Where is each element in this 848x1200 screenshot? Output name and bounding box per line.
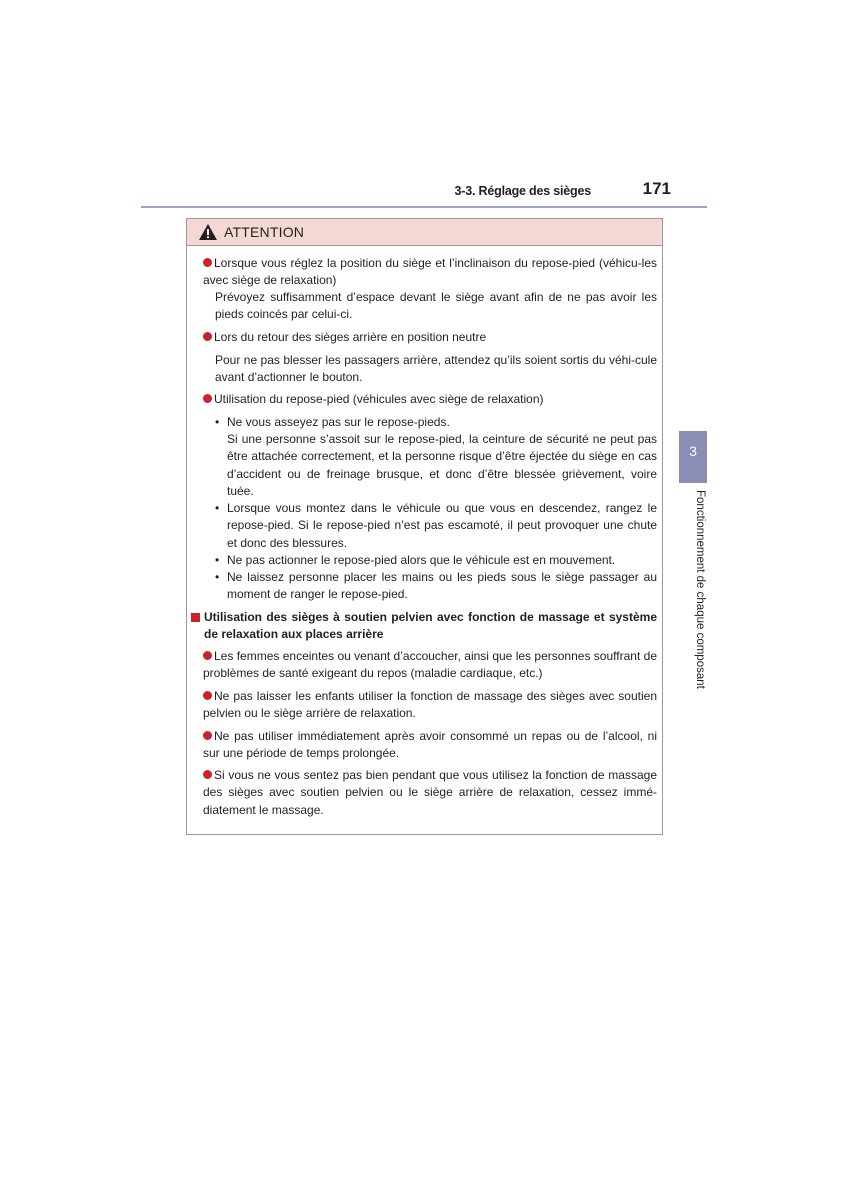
square-bullet-icon — [191, 613, 200, 622]
bullet-dot-icon — [203, 332, 212, 341]
bullet-dot-icon — [203, 258, 212, 267]
caution-item: Utilisation du repose-pied (véhicules avec siège de relaxation) — [203, 391, 657, 408]
chapter-tab — [679, 431, 707, 483]
warning-icon — [199, 224, 217, 240]
section-item: Si vous ne vous sentez pas bien pendant que vous utilisez la fonction de massage des sièges avec soutien pelvien ou le siège arrière de relaxation, cessez immé-diatement le massage. — [203, 768, 657, 817]
sub-item-detail: Si une personne s’assoit sur le repose-pied, la ceinture de sécurité ne peut pas être attachée correctement, et la personne risque d’être éjectée du siège en cas d’accident ou de freinage brusque, et donc d’être blessée grièvement, voire tuée. — [227, 432, 657, 498]
sub-item: • Lorsque vous montez dans le véhicule ou que vous en descendez, rangez le repose-pied. Si le repose-pied n’est pas escamoté, il peut provoquer une chute et donc des blessures. — [215, 501, 657, 550]
caution-title: ATTENTION — [224, 224, 305, 240]
sub-item: • Ne vous asseyez pas sur le repose-pieds. — [215, 415, 450, 429]
bullet-dot-icon — [203, 770, 212, 779]
chapter-title: Fonctionnement de chaque composant — [694, 490, 706, 689]
caution-item-detail: Prévoyez suffisamment d’espace devant le siège avant afin de ne pas avoir les pieds coincés par celui-ci. — [215, 290, 657, 322]
page-number: 171 — [642, 179, 671, 198]
chapter-number: 3 — [689, 443, 697, 459]
header-rule — [141, 206, 707, 208]
page-header — [141, 176, 707, 206]
caution-item: Lorsque vous réglez la position du siège et l’inclinaison du repose-pied (véhicu-les avec siège de relaxation) — [203, 256, 657, 288]
section-item: Les femmes enceintes ou venant d’accoucher, ainsi que les personnes souffrant de problèmes de santé exigeant du repos (maladie cardiaque, etc.) — [203, 649, 657, 681]
caution-item-detail: Pour ne pas blesser les passagers arrière, attendez qu’ils soient sortis du véhi-cule avant d’actionner le bouton. — [215, 353, 657, 385]
caution-header — [187, 219, 662, 246]
section-item: Ne pas laisser les enfants utiliser la fonction de massage des sièges avec soutien pelvien ou le siège arrière de relaxation. — [203, 689, 657, 721]
caution-item: Lors du retour des sièges arrière en position neutre — [203, 329, 657, 346]
caution-box — [186, 218, 663, 835]
section-item: Ne pas utiliser immédiatement après avoir consommé un repas ou de l’alcool, ni sur une période de temps prolongée. — [203, 729, 657, 761]
bullet-dot-icon — [203, 394, 212, 403]
bullet-dot-icon — [203, 651, 212, 660]
bullet-dot-icon — [203, 691, 212, 700]
sub-item: • Ne laissez personne placer les mains ou les pieds sous le siège passager au moment de ranger le repose-pied. — [215, 570, 657, 602]
sub-item: • Ne pas actionner le repose-pied alors que le véhicule est en mouvement. — [215, 553, 616, 567]
section-title: 3-3. Réglage des sièges — [454, 184, 591, 198]
bullet-dot-icon — [203, 731, 212, 740]
section-heading: Utilisation des sièges à soutien pelvien avec fonction de massage et système de relaxation aux places arrière — [191, 609, 657, 644]
